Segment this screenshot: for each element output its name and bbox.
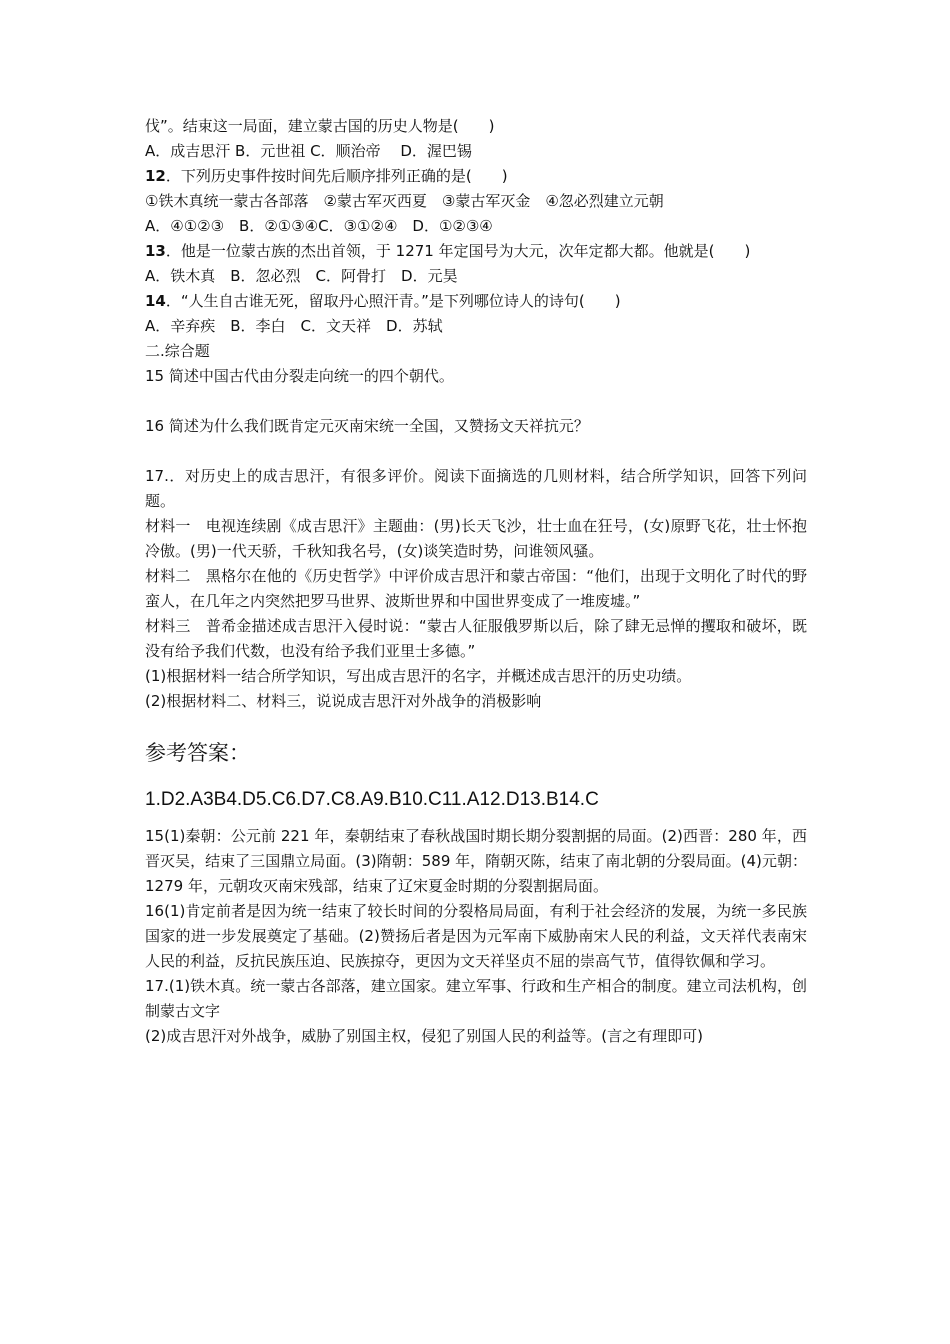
q11-tail: 伐”。结束这一局面，建立蒙古国的历史人物是( ) (145, 117, 495, 135)
section-title: 二.综合题 (145, 342, 210, 360)
q11-options: A．成吉思汗 B．元世祖 C．顺治帝 D．渥巴锡 (145, 142, 472, 160)
answer-heading: 参考答案： (145, 741, 250, 765)
spacer (145, 439, 807, 464)
q16-text: 16 简述为什么我们既肯定元灭南宋统一全国，又赞扬文天祥抗元？ (145, 417, 589, 435)
answer-17-part-2: (2)成吉思汗对外战争，威胁了别国主权，侵犯了别国人民的利益等。(言之有理即可) (145, 1027, 703, 1045)
q17-part-2: (2)根据材料二、材料三，说说成吉思汗对外战争的消极影响 (145, 692, 542, 710)
material-three: 材料三 普希金描述成吉思汗入侵时说：“蒙古人征服俄罗斯以后，除了肆无忌惮的攫取和破坏，既没有给予我们代数，也没有给予我们亚里士多德。” (145, 617, 807, 660)
material-two: 材料二 黑格尔在他的《历史哲学》中评价成吉思汗和蒙古帝国：“他们，出现于文明化了时代的野蛮人，在几年之内突然把罗马世界、波斯世界和中国世界变成了一堆废墟。” (145, 567, 807, 610)
q13-options: A．铁木真 B．忽必烈 C．阿骨打 D．元昊 (145, 267, 458, 285)
q14-text: ．“人生自古谁无死，留取丹心照汗青。”是下列哪位诗人的诗句( ) (165, 292, 621, 310)
q13-stem (145, 239, 807, 264)
q14-stem (145, 289, 807, 314)
answer-keys: 1.D2.A3B4.D5.C6.D7.C8.A9.B10.C11.A12.D13.B14.C (145, 789, 599, 810)
material-one: 材料一 电视连续剧《成吉思汗》主题曲：(男)长天飞沙，壮士血在狂号，(女)原野飞花，壮士怀抱冷傲。(男)一代天骄，千秋知我名号，(女)谈笑造时势，问谁领风骚。 (145, 517, 807, 560)
q15-text: 15 简述中国古代由分裂走向统一的四个朝代。 (145, 367, 454, 385)
answer-17-part-1: 17.(1)铁木真。统一蒙古各部落，建立国家。建立军事、行政和生产相合的制度。建立司法机构，创制蒙古文字 (145, 977, 807, 1020)
q13-text: ．他是一位蒙古族的杰出首领，于 1271 年定国号为大元，次年定都大都。他就是( ) (165, 242, 751, 260)
q14-options: A．辛弃疾 B．李白 C．文天祥 D．苏轼 (145, 317, 443, 335)
q13-number: 13 (145, 242, 166, 260)
q12-text: ．下列历史事件按时间先后顺序排列正确的是( ) (165, 167, 508, 185)
q12-options: A．④①②③ B．②①③④C．③①②④ D．①②③④ (145, 217, 493, 235)
spacer (145, 389, 807, 414)
q17-intro: 17.．对历史上的成吉思汗，有很多评价。阅读下面摘选的几则材料，结合所学知识，回答下列问题。 (145, 467, 807, 510)
document-page (145, 114, 807, 1049)
q12-events: ①铁木真统一蒙古各部落 ②蒙古军灭西夏 ③蒙古军灭金 ④忽必烈建立元朝 (145, 192, 664, 210)
q17-part-1: (1)根据材料一结合所学知识，写出成吉思汗的名字，并概述成吉思汗的历史功绩。 (145, 667, 692, 685)
answer-16: 16(1)肯定前者是因为统一结束了较长时间的分裂格局局面，有利于社会经济的发展，为统一多民族国家的进一步发展奠定了基础。(2)赞扬后者是因为元军南下威胁南宋人民的利益，文天祥代表南宋人民的利益，反抗民族压迫、民族掠夺，更因为文天祥坚贞不屈的崇高气节，值得钦佩和学习。 (145, 902, 807, 970)
q12-stem (145, 164, 807, 189)
q14-number: 14 (145, 292, 166, 310)
answer-15: 15(1)秦朝：公元前 221 年，秦朝结束了春秋战国时期长期分裂割据的局面。(2)西晋：280 年，西晋灭吴，结束了三国鼎立局面。(3)隋朝：589 年，隋朝灭陈，结束了南北朝的分裂局面。(4)元朝：1279 年，元朝攻灭南宋残部，结束了辽宋夏金时期的分裂割据局面。 (145, 827, 807, 895)
q12-number: 12 (145, 167, 166, 185)
